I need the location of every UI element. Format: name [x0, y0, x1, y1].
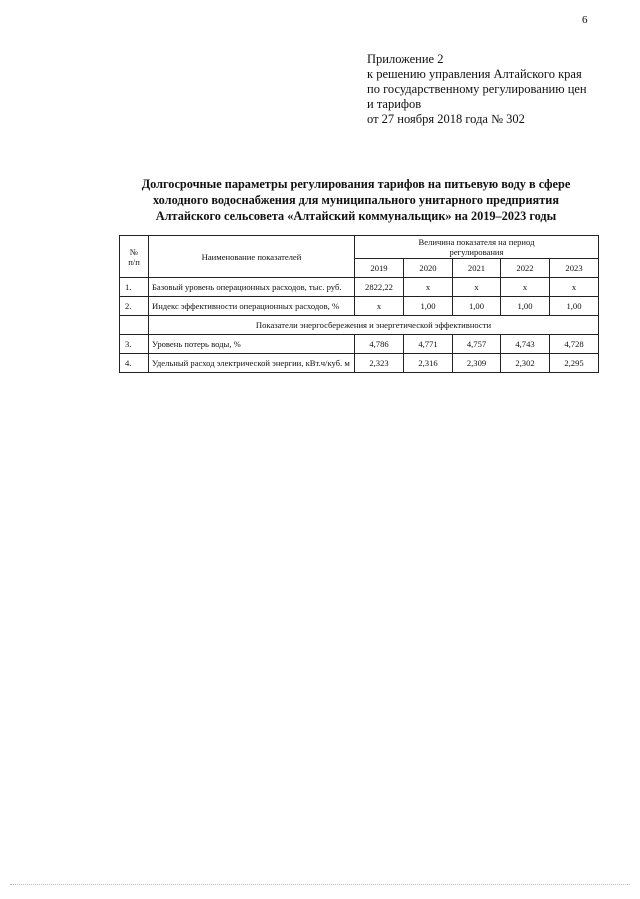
header-indicator-name: Наименование показателей [149, 236, 355, 278]
document-title [100, 176, 612, 224]
row-value: 4,786 [355, 335, 404, 354]
page-number: 6 [582, 14, 588, 26]
row-value: 2,316 [404, 354, 453, 373]
row-number: 1. [120, 278, 149, 297]
row-value: 2,309 [453, 354, 501, 373]
appendix-block [367, 52, 587, 127]
appendix-line: к решению управления Алтайского края [367, 67, 582, 81]
header-year: 2019 [355, 259, 404, 278]
table-row [120, 354, 599, 373]
row-value: 2,302 [501, 354, 550, 373]
section-empty-cell [120, 316, 149, 335]
row-name: Индекс эффективности операционных расходов, % [149, 297, 355, 316]
table-row [120, 297, 599, 316]
section-row [120, 316, 599, 335]
row-value: 2,295 [550, 354, 599, 373]
header-year: 2020 [404, 259, 453, 278]
parameters-table [119, 235, 599, 373]
header-year: 2023 [550, 259, 599, 278]
title-line: холодного водоснабжения для муниципального унитарного предприятия [153, 193, 559, 207]
appendix-line: и тарифов [367, 97, 422, 111]
row-value: 2,323 [355, 354, 404, 373]
header-year: 2022 [501, 259, 550, 278]
row-value: x [501, 278, 550, 297]
row-name: Базовый уровень операционных расходов, тыс. руб. [149, 278, 355, 297]
row-number: 4. [120, 354, 149, 373]
row-name: Уровень потерь воды, % [149, 335, 355, 354]
row-value: 2822,22 [355, 278, 404, 297]
header-year: 2021 [453, 259, 501, 278]
row-number: 3. [120, 335, 149, 354]
appendix-line: от 27 ноября 2018 года № 302 [367, 112, 525, 126]
table-row [120, 335, 599, 354]
row-value: x [355, 297, 404, 316]
header-period [355, 236, 599, 259]
row-value: 4,771 [404, 335, 453, 354]
row-value: x [550, 278, 599, 297]
row-value: 1,00 [453, 297, 501, 316]
header-number [120, 236, 149, 278]
title-line: Алтайского сельсовета «Алтайский коммунальщик» на 2019–2023 годы [155, 209, 557, 223]
row-value: x [404, 278, 453, 297]
title-line: Долгосрочные параметры регулирования тарифов на питьевую воду в сфере [141, 177, 571, 191]
row-value: 4,743 [501, 335, 550, 354]
header-period-line: регулирования [449, 247, 504, 257]
appendix-line: Приложение 2 [367, 52, 444, 66]
header-number-line: № [129, 246, 139, 257]
row-value: 1,00 [404, 297, 453, 316]
table-row [120, 278, 599, 297]
header-period-line: Величина показателя на период [418, 237, 535, 247]
row-value: x [453, 278, 501, 297]
appendix-line: по государственному регулированию цен [367, 82, 587, 96]
header-number-line: п/п [128, 256, 140, 267]
row-name: Удельный расход электрической энергии, кВт.ч/куб. м [149, 354, 355, 373]
row-value: 4,728 [550, 335, 599, 354]
footer-divider [10, 884, 630, 885]
row-value: 4,757 [453, 335, 501, 354]
row-number: 2. [120, 297, 149, 316]
row-value: 1,00 [501, 297, 550, 316]
section-title: Показатели энергосбережения и энергетической эффективности [149, 316, 599, 335]
row-value: 1,00 [550, 297, 599, 316]
